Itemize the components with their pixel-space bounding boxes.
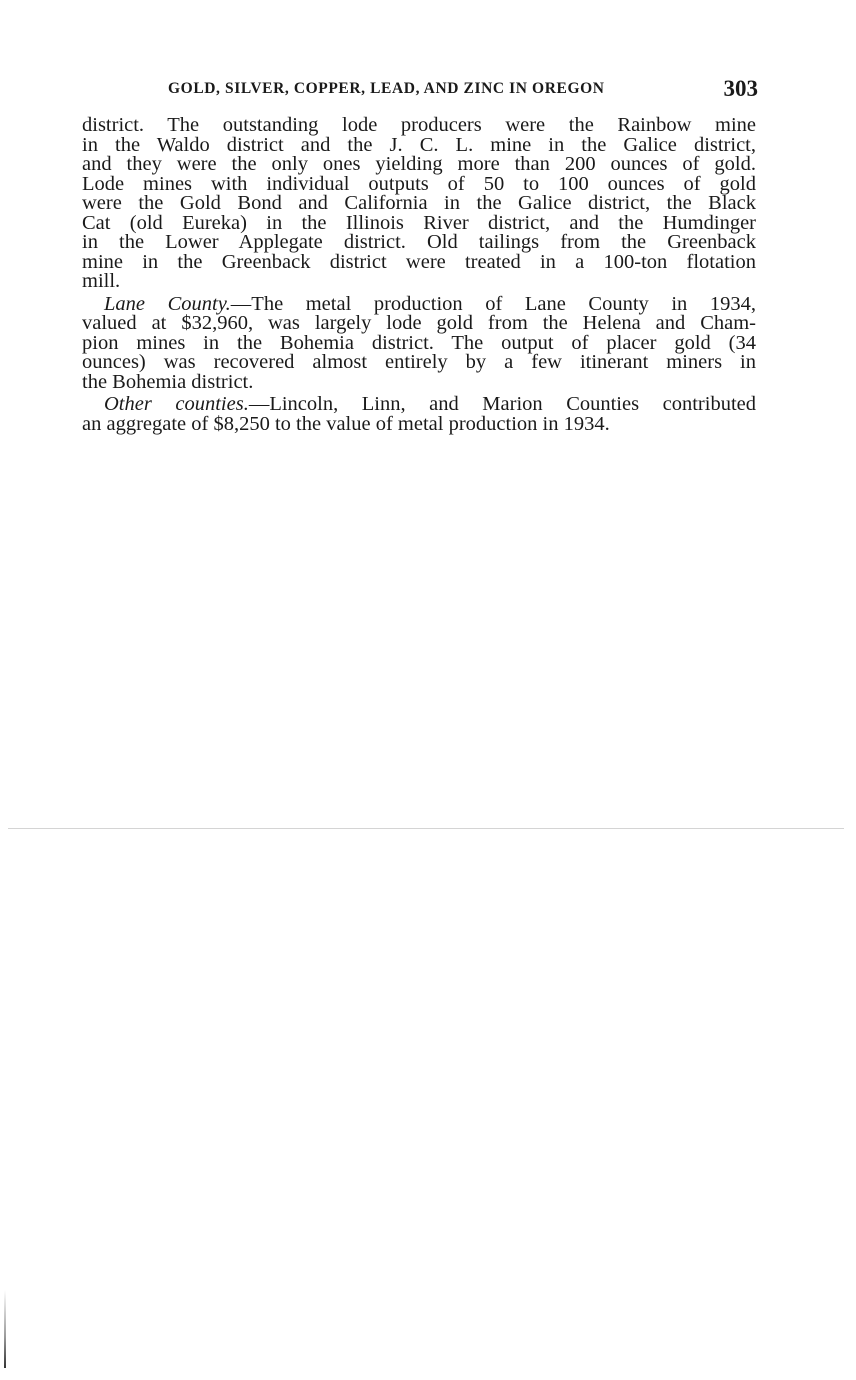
text-run: —The metal production of Lane County in 1934, [230,292,756,315]
section-lead-in: Lane County. [104,292,231,315]
text-line: mine in the Greenback district were treated in a 100-ton flotation [82,250,756,273]
section-lead-in: Other counties. [104,393,249,415]
paragraph-waldo-galice [82,116,756,292]
text-line: Lode mines with individual outputs of 50 to 100 ounces of gold [82,172,756,195]
text-run: —Lincoln, Linn, and Marion Counties contributed [248,393,756,415]
paragraph-other-counties [82,395,756,434]
text-line: in the Lower Applegate district. Old tailings from the Greenback [82,231,756,253]
text-line: mill. [82,270,121,292]
scan-edge-mark [4,1290,6,1368]
text-line: an aggregate of $8,250 to the value of metal production in 1934. [82,412,610,435]
text-line: Cat (old Eureka) in the Illinois River district, and the Humdinger [82,211,756,234]
text-line: in the Waldo district and the J. C. L. mine in the Galice district, [82,133,756,156]
text-line-first [82,395,756,415]
running-head [82,78,758,104]
page-number: 303 [723,76,758,101]
text-line: and they were the only ones yielding more than 200 ounces of gold. [82,153,756,175]
text-line: the Bohemia district. [82,370,254,393]
text-line: district. The outstanding lode producers were the Rainbow mine [82,114,756,136]
text-line: pion mines in the Bohemia district. The output of placer gold (34 [82,331,756,354]
text-line: valued at $32,960, was largely lode gold from the Helena and Cham- [82,312,756,334]
text-line: were the Gold Bond and California in the Galice district, the Black [82,192,756,214]
text-line: ounces) was recovered almost entirely by a few itinerant miners in [82,351,756,373]
body-text [82,116,756,434]
page-fold-line [8,828,844,829]
running-title: GOLD, SILVER, COPPER, LEAD, AND ZINC IN OREGON [168,80,605,97]
paragraph-lane-county [82,292,756,393]
